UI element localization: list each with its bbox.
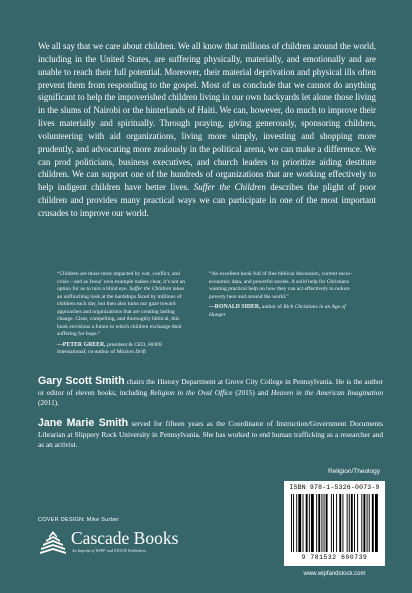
- publisher-logo: [38, 528, 188, 558]
- endorsement-attribution: —RONALD SIDER, author of Rich Christians in an Age of Hunger: [209, 304, 346, 318]
- barcode-digits: 9 781532 600739: [301, 554, 368, 561]
- endorsement-text: “An excellent book full of fine biblical discussion, current socio-economic data, and powerful stories. A solid help for Christians wanting practical help on how they can act effectively to reduce poverty here and around the world.”: [209, 271, 352, 300]
- description-book-title: Suffer the Children: [193, 182, 266, 193]
- isbn-barcode: [284, 481, 385, 566]
- book-stack-icon: [38, 528, 68, 556]
- publisher-imprint: An Imprint of WIPF and STOCK Publishers: [72, 548, 146, 553]
- barcode-bars: [291, 494, 379, 552]
- author-bio-jane-marie-smith: Jane Marie Smith served for fifteen years as the Coordinator of Instruction/Government Documents Librarian at Slippery Rock University in Pennsylvania. She has worked to end human trafficking as a researcher and as an activist.: [38, 417, 383, 450]
- author-name: Jane Marie Smith: [38, 417, 129, 429]
- endorsement-ronald-sider: [209, 271, 355, 319]
- author-bio-gary-scott-smith: Gary Scott Smith chairs the History Department at Grove City College in Pennsylvania. He is the author or editor of eleven books, including Religion in the Oval Office (2015) and Heaven in the American Imagination (2011).: [38, 375, 384, 408]
- endorsement-text: “Children are those most impacted by war, conflict, and crisis—and as Jesus’ own example makes clear, it’s not an option for us to turn a blind eye. Suffer the Children takes an unflinching look at the hardships faced by millions of children each day, but then also turns our gaze toward approaches and organizations that are creating lasting change. Clear, compelling, and thoroughly biblical, this book envisions a future in which children exchange their suffering for hope.”: [57, 271, 185, 337]
- isbn-number: ISBN 978-1-5326-0073-9: [289, 484, 380, 491]
- book-description: [38, 40, 376, 220]
- description-text-continued: describes the plight of poor children and provides many practical ways we can participate in one of the most important crusades to improve our world.: [38, 182, 377, 218]
- endorsement-peter-greer: [57, 271, 185, 357]
- endorsement-attribution: —PETER GREER, president & CEO, HOPE International; co-author of Mission Drift: [57, 341, 163, 355]
- description-text: We all say that we care about children. We all know that millions of children around the world, including in the United States, are suffering physically, materially, and emotionally and are unable to reach their full potential. Moreover, their material deprivation and physical ills often prevent them from responding to the gospel. Most of us conclude that we cannot do anything significant to help the impoverished children living in our own backyards let alone those living in the slums of Nairobi or the hinterlands of Haiti. We can, however, do much to improve their lives materially and spiritually. Through praying, giving generously, sponsoring children, volunteering with aid organizations, living more simply, investing and shopping more prudently, and advocating more zealously in the political arena, we can make a difference. We can prod politicians, business executives, and church leaders to prioritize aiding destitute children. We can support one of the hundreds of organizations that are working effectively to help indigent children have better lives.: [38, 41, 376, 193]
- book-category: Religion/Theology: [327, 468, 380, 475]
- publisher-website: www.wipfandstock.com: [303, 571, 366, 577]
- author-name: Gary Scott Smith: [38, 375, 125, 387]
- publisher-name: Cascade Books: [71, 528, 179, 548]
- cover-design-credit: COVER DESIGN: Mike Surber: [38, 517, 120, 523]
